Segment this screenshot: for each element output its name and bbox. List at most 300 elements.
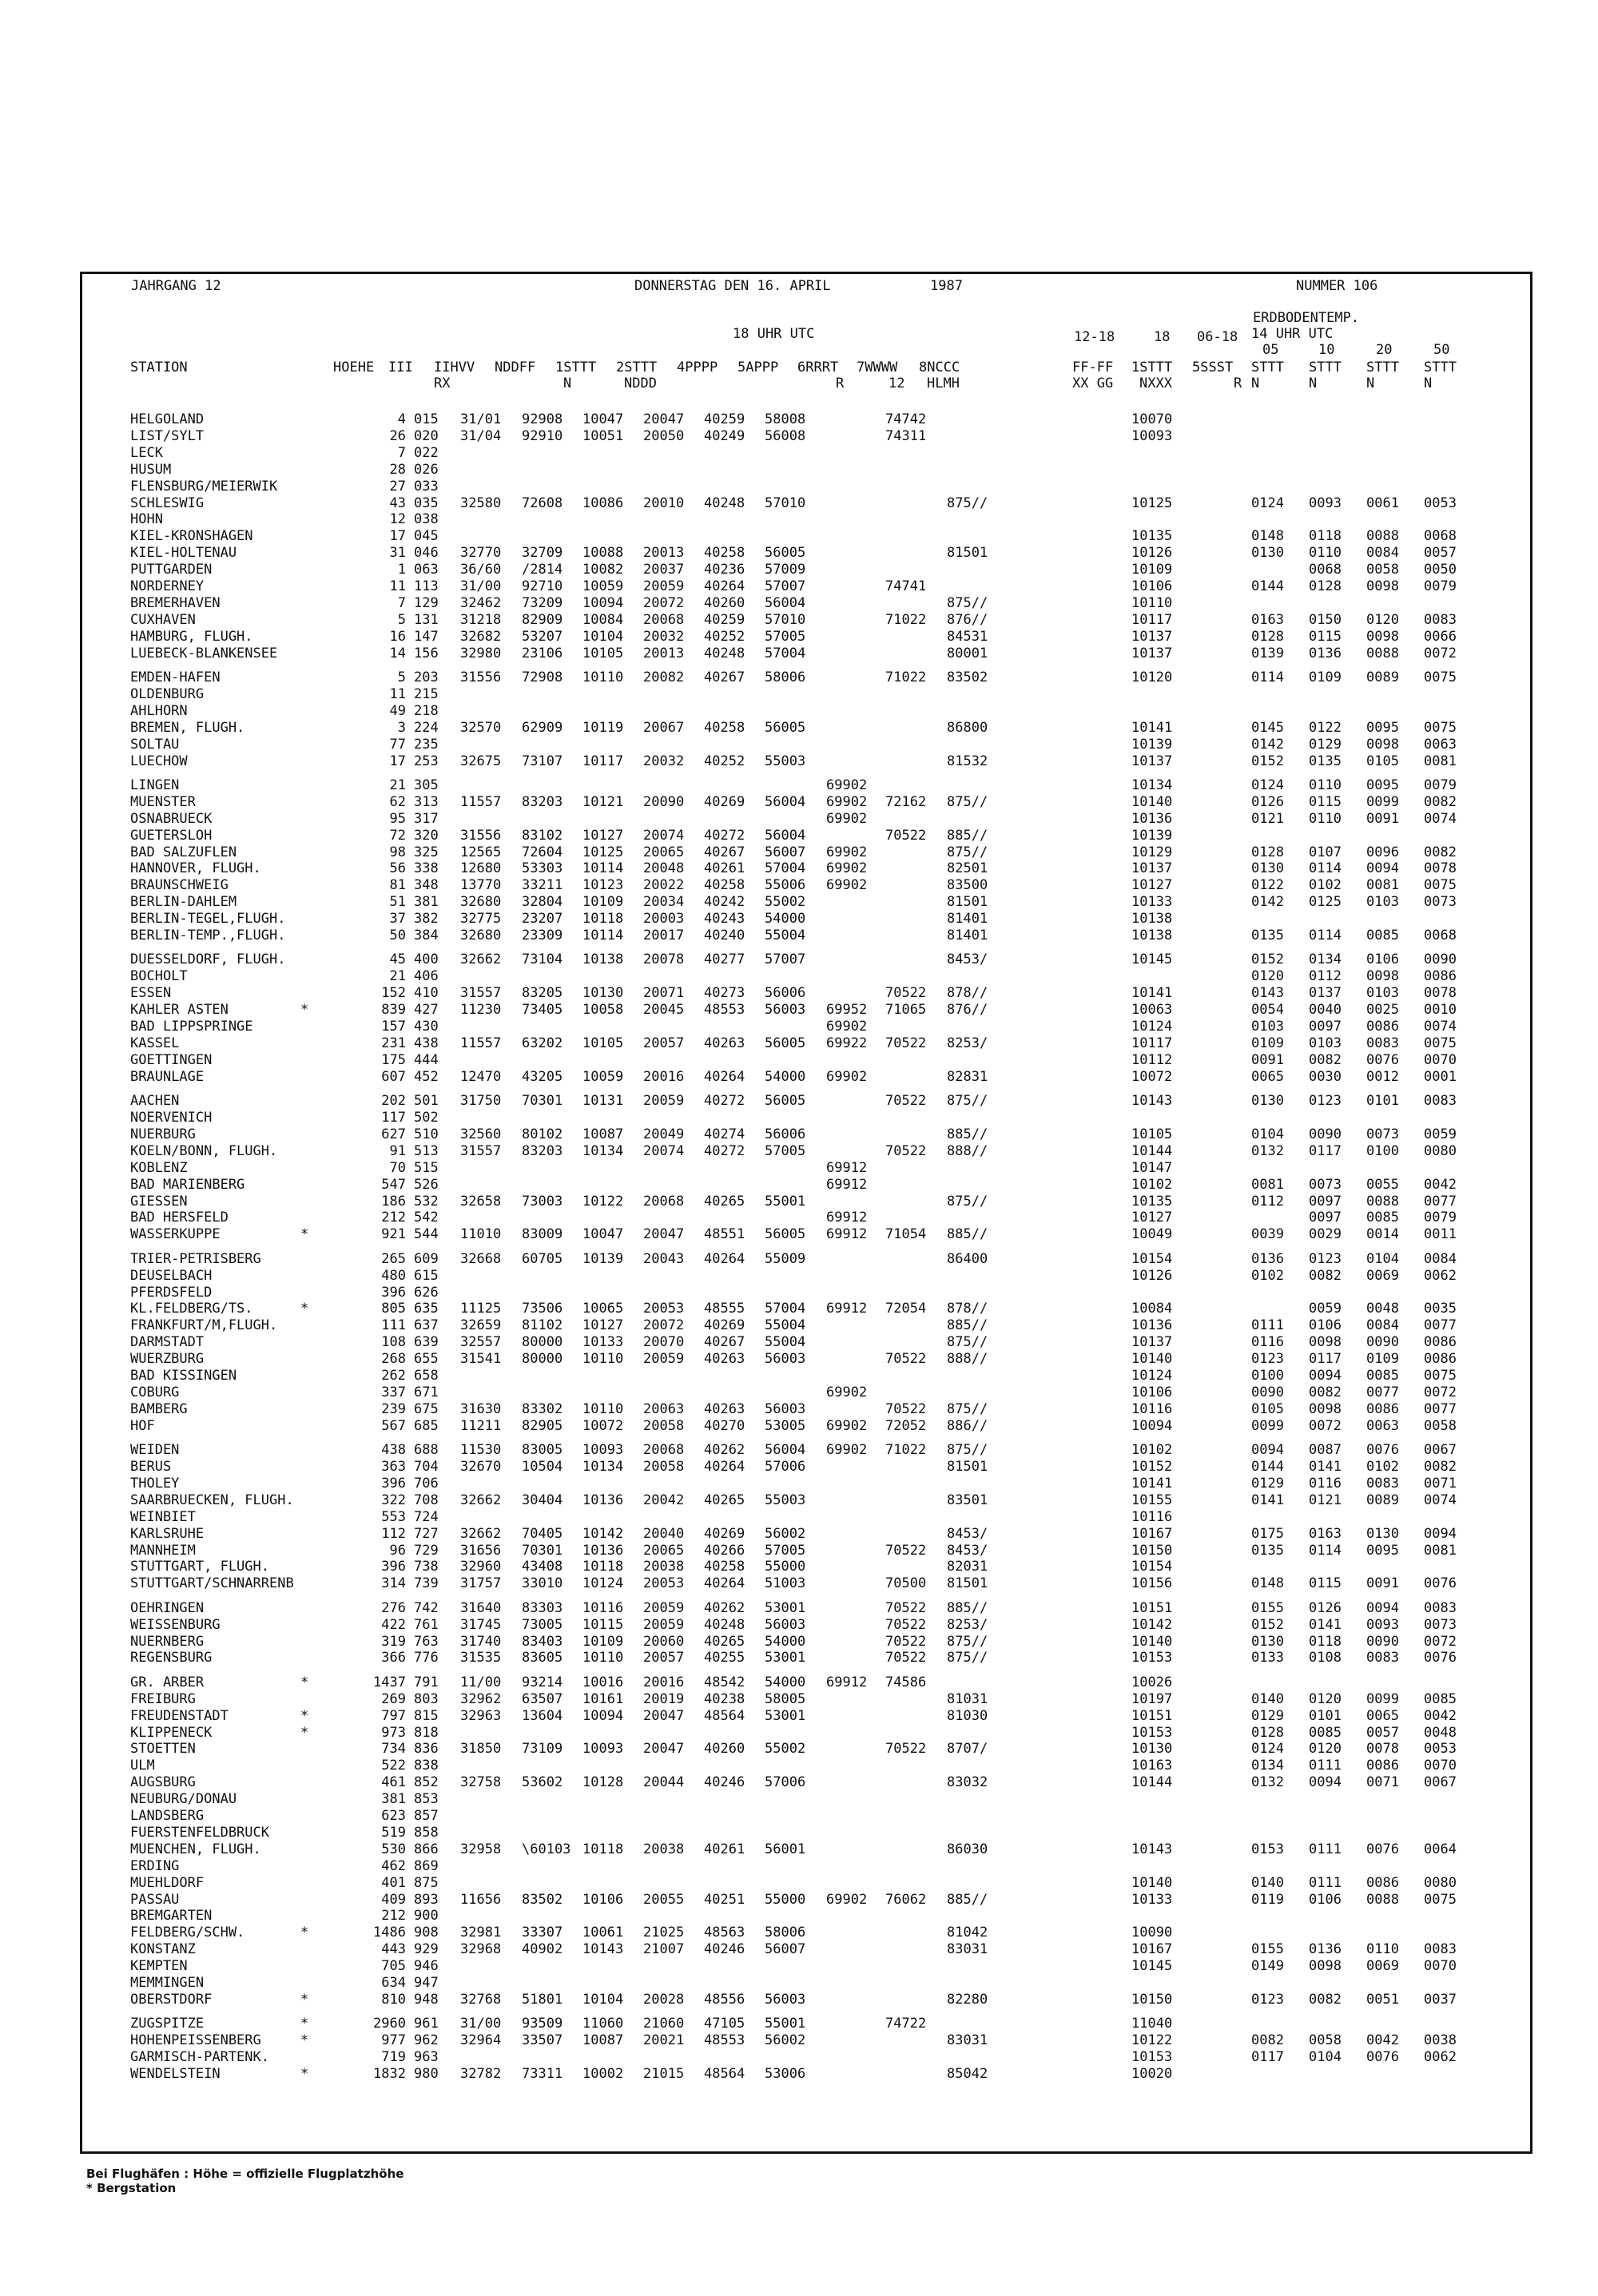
pppp4-value: 40264 [704,1068,745,1085]
col-stt-50-sub: N [1424,375,1433,391]
mountain-mark: * [300,1991,309,2008]
iihvv-value: 32964 [460,2032,502,2049]
soil-10-value: 0112 [1309,968,1342,985]
station-name: BAD HERSFELD [130,1210,229,1226]
soil-10-value: 0109 [1309,669,1342,685]
pppp4-value: 40260 [704,1741,745,1758]
station-name: KL.FELDBERG/TS. [130,1301,253,1317]
station-name: WASSERKUPPE [130,1226,221,1243]
soil-20-value: 0065 [1366,1707,1399,1724]
nccc8-value: 81401 [947,911,988,928]
soil-50-value: 0075 [1424,877,1457,894]
station-name: OBERSTDORF [130,1991,213,2008]
nddff-value: 73005 [522,1616,563,1633]
soil-05-value: 0099 [1251,1417,1284,1434]
iii-value: 510 [414,1126,439,1142]
soil-50-value: 0073 [1424,894,1457,911]
sttt18-value: 10117 [1131,1035,1173,1051]
soil-50-value: 0080 [1424,1874,1457,1891]
soil-50-value: 0081 [1424,1542,1457,1559]
station-name: GR. ARBER [130,1674,205,1690]
table-row [80,1925,1532,1940]
soil-50-value: 0074 [1424,1019,1457,1035]
col-1sttt-18: 1STTT [1131,359,1173,375]
soil-10-value: 0082 [1309,1384,1342,1400]
soil-10-value: 0117 [1309,1351,1342,1368]
soil-05-value: 0130 [1251,545,1284,562]
sttt18-value: 10167 [1131,1525,1173,1542]
sttt18-value: 10124 [1131,1368,1173,1384]
soil-50-value: 0076 [1424,1650,1457,1666]
table-row [80,2049,1532,2065]
sttt18-value: 10154 [1131,1559,1173,1575]
station-name: LECK [130,444,163,461]
soil-20-value: 0105 [1366,753,1399,769]
station-name: EMDEN-HAFEN [130,669,221,685]
iihvv-value: 11656 [460,1891,502,1908]
iihvv-value: 11530 [460,1442,502,1459]
sttt2-value: 20065 [643,1542,685,1559]
nccc8-value: 81030 [947,1707,988,1724]
hoehe-value: 268 [381,1351,406,1368]
pppp4-value: 40267 [704,669,745,685]
station-name: STUTTGART, FLUGH. [130,1559,269,1575]
sttt18-value: 10137 [1131,1334,1173,1351]
soil-10-value: 0136 [1309,645,1342,661]
iii-value: 763 [414,1633,439,1650]
pppp4-value: 40246 [704,1774,745,1791]
soil-05-value: 0112 [1251,1193,1284,1210]
iihvv-value: 11/00 [460,1674,502,1690]
soil-50-value: 0072 [1424,1633,1457,1650]
sttt1-value: 10084 [582,611,624,628]
iii-value: 045 [414,528,439,545]
hoehe-value: 70 [389,1159,406,1176]
soil-50-value: 0067 [1424,1442,1457,1459]
hoehe-value: 96 [389,1542,406,1559]
soil-05-value: 0094 [1251,1442,1284,1459]
pppp4-value: 40273 [704,985,745,1002]
appp5-value: 53001 [765,1650,806,1666]
iii-value: 348 [414,877,439,894]
sttt1-value: 10094 [582,1707,624,1724]
hoehe-value: 37 [389,911,406,928]
hoehe-value: 314 [381,1575,406,1592]
col-7wwww-sub: 12 [888,375,905,391]
iii-value: 742 [414,1599,439,1616]
nddff-value: 72604 [522,844,563,860]
pppp4-value: 48555 [704,1301,745,1317]
soil-50-value: 0068 [1424,528,1457,545]
sttt18-value: 10140 [1131,793,1173,810]
hoehe-value: 522 [381,1758,406,1774]
sttt18-value: 10109 [1131,562,1173,578]
hoehe-value: 11 [389,578,406,594]
sttt1-value: 10118 [582,1559,624,1575]
sttt1-value: 10130 [582,985,624,1002]
soil-10-value: 0030 [1309,1068,1342,1085]
station-name: BERUS [130,1459,172,1475]
table-row [80,1476,1532,1492]
iii-value: 776 [414,1650,439,1666]
appp5-value: 56006 [765,985,806,1002]
sttt18-value: 10140 [1131,1351,1173,1368]
station-name: KONSTANZ [130,1941,196,1958]
iihvv-value: 32968 [460,1941,502,1958]
nccc8-value: 85042 [947,2066,988,2082]
soil-10-value: 0116 [1309,1475,1342,1492]
soil-50-value: 0081 [1424,753,1457,769]
table-row [80,1418,1532,1434]
soil-10-value: 0106 [1309,1891,1342,1908]
station-name: STOETTEN [130,1741,196,1758]
hoehe-value: 98 [389,844,406,860]
table-row [80,1708,1532,1724]
rrrt6-value: 69912 [826,1226,868,1243]
nddff-value: 73109 [522,1741,563,1758]
footnote-mountain-station: * Bergstation [86,2181,177,2195]
sttt2-value: 20067 [643,719,685,736]
nddff-value: 53303 [522,860,563,877]
sttt1-value: 10093 [582,1741,624,1758]
iii-value: 513 [414,1142,439,1159]
nddff-value: 83303 [522,1599,563,1616]
sttt1-value: 10105 [582,645,624,661]
rrrt6-value: 69902 [826,844,868,860]
iihvv-value: 32662 [460,951,502,968]
sttt2-value: 20068 [643,611,685,628]
iii-value: 858 [414,1824,439,1841]
soil-05-value: 0103 [1251,1019,1284,1035]
iii-value: 857 [414,1808,439,1824]
pppp4-value: 47105 [704,2016,745,2032]
table-row [80,2066,1532,2082]
table-row [80,1841,1532,1857]
hoehe-value: 2960 [373,2016,406,2032]
sttt2-value: 20016 [643,1674,685,1690]
station-name: OEHRINGEN [130,1599,205,1616]
pppp4-value: 40258 [704,1559,745,1575]
soil-50-value: 0070 [1424,1758,1457,1774]
table-row [80,462,1532,478]
nccc8-value: 875// [947,1093,988,1110]
sttt18-value: 10133 [1131,1891,1173,1908]
iihvv-value: 11230 [460,1002,502,1019]
nddff-value: 73506 [522,1301,563,1317]
iii-value: 688 [414,1442,439,1459]
sttt1-value: 10121 [582,793,624,810]
sttt1-value: 10093 [582,1442,624,1459]
iii-value: 609 [414,1250,439,1267]
nccc8-value: 81031 [947,1690,988,1707]
appp5-value: 56003 [765,1002,806,1019]
soil-10-value: 0114 [1309,1542,1342,1559]
soil-10-value: 0110 [1309,777,1342,793]
pppp4-value: 40264 [704,1575,745,1592]
soil-50-value: 0038 [1424,2032,1457,2049]
table-row [80,1442,1532,1458]
nddff-value: 73405 [522,1002,563,1019]
appp5-value: 56005 [765,545,806,562]
sttt18-value: 10125 [1131,495,1173,511]
range-06-18: 06-18 [1197,329,1238,345]
rrrt6-value: 69902 [826,1068,868,1085]
station-name: BRAUNSCHWEIG [130,877,229,894]
iii-value: 658 [414,1368,439,1384]
nddff-value: 30404 [522,1492,563,1508]
col-stt-10: STTT [1309,359,1342,375]
station-name: GUETERSLOH [130,827,213,844]
soil-20-value: 0110 [1366,1941,1399,1958]
iihvv-value: 32680 [460,894,502,911]
sttt1-value: 10094 [582,594,624,611]
iihvv-value: 32658 [460,1193,502,1210]
station-name: GARMISCH-PARTENK. [130,2049,269,2066]
appp5-value: 53001 [765,1599,806,1616]
sttt1-value: 10110 [582,1650,624,1666]
soil-05-value: 0144 [1251,578,1284,594]
sttt1-value: 10134 [582,1459,624,1475]
iihvv-value: 32680 [460,928,502,943]
nccc8-value: 81501 [947,1459,988,1475]
pppp4-value: 40265 [704,1492,745,1508]
table-row [80,578,1532,594]
sttt1-value: 10127 [582,1317,624,1334]
nccc8-value: 875// [947,793,988,810]
wwww7-value: 70522 [885,1542,927,1559]
appp5-value: 57004 [765,645,806,661]
wwww7-value: 72052 [885,1417,927,1434]
appp5-value: 56003 [765,1991,806,2008]
nddff-value: 40902 [522,1941,563,1958]
soil-05-value: 0114 [1251,669,1284,685]
table-row [80,1791,1532,1807]
sttt18-value: 10144 [1131,1774,1173,1791]
sttt18-value: 10151 [1131,1599,1173,1616]
wwww7-value: 74741 [885,578,927,594]
station-name: DARMSTADT [130,1334,205,1351]
col-7wwww: 7WWWW [857,359,898,375]
col-stt-10-sub: N [1309,375,1318,391]
soil-10-value: 0103 [1309,1035,1342,1051]
depth-05: 05 [1262,342,1279,358]
iii-value: 427 [414,1002,439,1019]
soil-05-value: 0134 [1251,1758,1284,1774]
iihvv-value: 32775 [460,911,502,928]
soil-05-value: 0128 [1251,844,1284,860]
pppp4-value: 40263 [704,1035,745,1051]
sttt2-value: 20047 [643,1741,685,1758]
soil-10-value: 0107 [1309,844,1342,860]
nccc8-value: 8453/ [947,951,988,968]
nccc8-value: 888// [947,1142,988,1159]
iihvv-value: 31541 [460,1351,502,1368]
soil-50-value: 0070 [1424,1051,1457,1068]
pppp4-value: 40252 [704,628,745,645]
utc18-title: 18 UHR UTC [733,326,815,342]
hoehe-value: 396 [381,1284,406,1301]
sttt18-value: 10152 [1131,1459,1173,1475]
station-name: KAHLER ASTEN [130,1002,229,1019]
sttt18-value: 10105 [1131,1126,1173,1142]
soil-50-value: 0079 [1424,1210,1457,1226]
station-name: KARLSRUHE [130,1525,205,1542]
soil-10-value: 0115 [1309,1575,1342,1592]
soil-10-value: 0068 [1309,562,1342,578]
iihvv-value: 11010 [460,1226,502,1243]
sttt1-value: 10016 [582,1674,624,1690]
nccc8-value: 80001 [947,645,988,661]
appp5-value: 57006 [765,1774,806,1791]
nccc8-value: 86400 [947,1250,988,1267]
hoehe-value: 62 [389,793,406,810]
nccc8-value: 83032 [947,1774,988,1791]
hoehe-value: 381 [381,1791,406,1808]
col-stt-05: STTT [1251,359,1284,375]
col-5ssst-sub: R [1234,375,1242,391]
station-name: BAD SALZUFLEN [130,844,237,860]
sttt18-value: 10135 [1131,1193,1173,1210]
hoehe-value: 443 [381,1941,406,1958]
nddff-value: 92910 [522,427,563,444]
hoehe-value: 239 [381,1400,406,1417]
nddff-value: 53602 [522,1774,563,1791]
appp5-value: 55000 [765,1891,806,1908]
appp5-value: 57009 [765,562,806,578]
sttt18-value: 10106 [1131,1384,1173,1400]
station-name: MEMMINGEN [130,1975,205,1991]
hoehe-value: 401 [381,1874,406,1891]
table-row [80,1975,1532,1991]
sttt2-value: 20059 [643,1616,685,1633]
sttt2-value: 20019 [643,1690,685,1707]
soil-05-value: 0124 [1251,495,1284,511]
nccc8-value: 82831 [947,1068,988,1085]
sttt2-value: 21015 [643,2066,685,2082]
soil-20-value: 0086 [1366,1400,1399,1417]
soil-05-value: 0109 [1251,1035,1284,1051]
nddff-value: 62909 [522,719,563,736]
soil-20-value: 0109 [1366,1351,1399,1368]
iihvv-value: 32670 [460,1459,502,1475]
col-ff-ff: FF-FF [1072,359,1114,375]
iii-value: 305 [414,777,439,793]
iihvv-value: 31850 [460,1741,502,1758]
table-row [80,1251,1532,1267]
soil-20-value: 0103 [1366,985,1399,1002]
sttt2-value: 20053 [643,1301,685,1317]
soil-05-value: 0126 [1251,793,1284,810]
table-row [80,1268,1532,1284]
soil-05-value: 0039 [1251,1226,1284,1243]
hoehe-value: 21 [389,968,406,985]
station-name: MANNHEIM [130,1542,196,1559]
soil-05-value: 0121 [1251,810,1284,827]
soil-20-value: 0088 [1366,1193,1399,1210]
soil-20-value: 0073 [1366,1126,1399,1142]
hoehe-value: 72 [389,827,406,844]
hoehe-value: 16 [389,628,406,645]
hoehe-value: 91 [389,1142,406,1159]
soil-20-value: 0071 [1366,1774,1399,1791]
table-row [80,1110,1532,1126]
iii-value: 015 [414,411,439,427]
soil-20-value: 0014 [1366,1226,1399,1243]
station-name: BREMERHAVEN [130,594,221,611]
soil-10-value: 0059 [1309,1301,1342,1317]
table-row [80,1384,1532,1400]
soil-20-value: 0086 [1366,1758,1399,1774]
hoehe-value: 17 [389,753,406,769]
sttt18-value: 10154 [1131,1250,1173,1267]
hoehe-value: 157 [381,1019,406,1035]
station-name: HANNOVER, FLUGH. [130,860,261,877]
nccc8-value: 8253/ [947,1035,988,1051]
table-row [80,562,1532,578]
wwww7-value: 71054 [885,1226,927,1243]
hoehe-value: 3 [397,719,406,736]
iii-value: 866 [414,1841,439,1857]
soil-20-value: 0104 [1366,1250,1399,1267]
nddff-value: 73209 [522,594,563,611]
soil-20-value: 0085 [1366,1368,1399,1384]
sttt18-value: 10150 [1131,1542,1173,1559]
iii-value: 948 [414,1991,439,2008]
station-name: MUENSTER [130,793,196,810]
pppp4-value: 40262 [704,1442,745,1459]
sttt2-value: 20043 [643,1250,685,1267]
soil-50-value: 0070 [1424,1958,1457,1975]
appp5-value: 56007 [765,844,806,860]
sttt18-value: 10145 [1131,951,1173,968]
station-name: MUEHLDORF [130,1874,205,1891]
iii-value: 033 [414,478,439,495]
sttt18-value: 10084 [1131,1301,1173,1317]
pppp4-value: 40269 [704,1317,745,1334]
sttt1-value: 10082 [582,562,624,578]
sttt2-value: 20038 [643,1559,685,1575]
pppp4-value: 40248 [704,495,745,511]
table-row [80,646,1532,661]
soil-10-value: 0082 [1309,1051,1342,1068]
iihvv-value: 31/00 [460,578,502,594]
soil-05-value: 0142 [1251,894,1284,911]
soil-05-value: 0123 [1251,1991,1284,2008]
sttt18-value: 10143 [1131,1841,1173,1857]
table-row [80,894,1532,910]
iihvv-value: 32958 [460,1841,502,1857]
iii-value: 532 [414,1193,439,1210]
soil-50-value: 0058 [1424,1417,1457,1434]
sttt2-value: 20074 [643,1142,685,1159]
soil-20-value: 0099 [1366,793,1399,810]
nccc8-value: 875// [947,1650,988,1666]
sttt18-value: 10138 [1131,928,1173,943]
appp5-value: 57010 [765,611,806,628]
iii-value: 400 [414,951,439,968]
soil-10-value: 0104 [1309,2049,1342,2066]
appp5-value: 55004 [765,1334,806,1351]
station-name: WEISSENBURG [130,1616,221,1633]
station-name: AACHEN [130,1093,180,1110]
mountain-mark: * [300,2066,309,2082]
soil-05-value: 0081 [1251,1176,1284,1193]
pppp4-value: 40246 [704,1941,745,1958]
iii-value: 626 [414,1284,439,1301]
sttt18-value: 10163 [1131,1758,1173,1774]
table-row [80,811,1532,827]
col-nddff: NDDFF [495,359,536,375]
